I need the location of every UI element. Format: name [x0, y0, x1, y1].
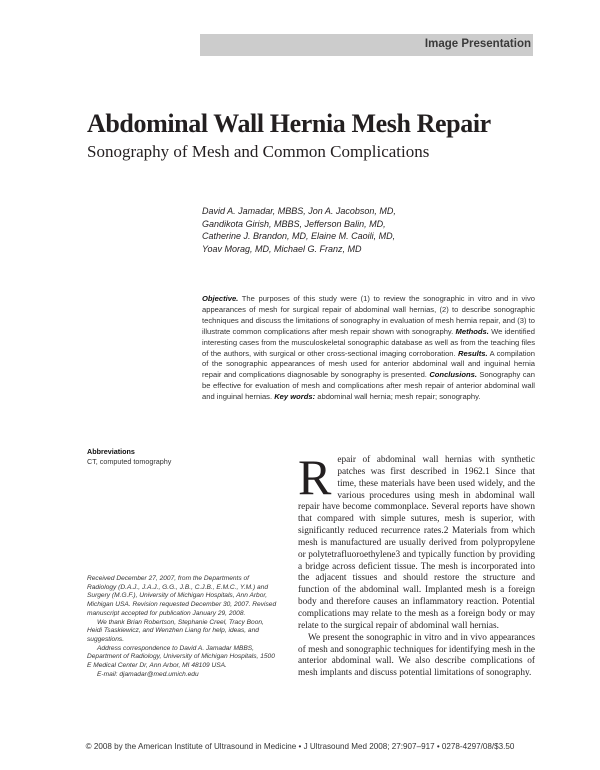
conclusions-text: Sonography can be effective for evaluation of mesh and complications after mesh repair of anterior abdominal wall and inguinal hernias.	[202, 370, 535, 402]
page-footer: © 2008 by the American Institute of Ultrasound in Medicine • J Ultrasound Med 2008; 27:907–917 • 0278-4297/08/$3.50	[85, 742, 515, 751]
article-subtitle: Sonography of Mesh and Common Complications	[87, 142, 430, 161]
author-line: Yoav Morag, MD, Michael G. Franz, MD	[202, 243, 362, 254]
received-note	[87, 575, 279, 679]
author-list	[202, 205, 396, 255]
body-text	[298, 449, 535, 680]
abbreviations-box	[87, 447, 171, 466]
article-title: Abdominal Wall Hernia Mesh Repair	[87, 109, 491, 138]
correspondence-email: E-mail: djamadar@med.umich.edu	[97, 670, 199, 678]
acknowledgments: We thank Brian Robertson, Stephanie Creel, Tracy Boon, Heidi Tsaskiewicz, and Wenzhen Liang for help, ideas, and suggestions.	[87, 618, 264, 643]
results-label: Results.	[458, 348, 488, 358]
results-text: A compilation of the sonographic appearances of mesh used for anterior abdominal wall and inguinal hernia repair and complications diagnosable by sonography is presented.	[202, 348, 536, 380]
body-paragraph-1: epair of abdominal wall hernias with synthetic patches was first described in 1962.1 Since that time, these materials have been used widely, and the various procedures using mesh in abdominal wall repair have become commonplace. Several reports have shown that compared with simple sutures, mesh is superior, with significantly reduced recurrence rates.2 Materials from which mesh is manufactured are usually derived from polypropylene or polytetrafluoroethylene3 and typically function by providing a bridge across deficient tissue. The mesh is incorporated into the adjacent tissues and should restore the structure and function of the abdominal wall. Implanted mesh is a foreign body and therefore causes an inflammatory reaction. Potential complications may relate to the mesh as a foreign body or may relate to the surgical repair of abdominal wall hernias.	[298, 455, 535, 631]
methods-label: Methods.	[455, 326, 489, 336]
abbreviations-heading: Abbreviations	[87, 447, 135, 456]
author-line: Gandikota Girish, MBBS, Jefferson Balin, MD,	[202, 218, 386, 229]
abbreviation-item: CT, computed tomography	[87, 456, 172, 466]
correspondence-address: Address correspondence to David A. Jamadar MBBS, Department of Radiology, University of Michigan Hospitals, 1500 E Medical Center Dr, Ann Arbor, MI 48109 USA.	[87, 644, 275, 670]
body-paragraph-2: We present the sonographic in vitro and in vivo appearances of mesh and sonographic techniques for identifying mesh in the anterior abdominal wall. We also describe complications of mesh implants and discuss potential limitations of sonography.	[298, 632, 535, 679]
objective-label: Objective.	[202, 294, 239, 303]
methods-text: We identified interesting cases from the musculoskeletal sonographic database as well as from the teaching files of the authors, with surgical or other cross-sectional imaging corroboration.	[202, 326, 535, 358]
section-banner	[200, 34, 533, 56]
author-line: Catherine J. Brandon, MD, Elaine M. Caoili, MD,	[202, 231, 396, 241]
section-label: Image Presentation	[424, 38, 531, 50]
drop-cap: R	[298, 449, 332, 505]
conclusions-label: Conclusions.	[429, 370, 477, 380]
objective-text: The purposes of this study were (1) to review the sonographic in vitro and in vivo appearances of mesh for surgical repair of abdominal wall hernias, (2) to describe sonographic techniques and discuss the limitations of sonography in evaluation of mesh hernia repair, and (3) to illustrate common complications after mesh repair shown with sonography.	[202, 294, 535, 336]
received-dates: Received December 27, 2007, from the Departments of Radiology (D.A.J., J.A.J., G.G., J.B., C.J.B., E.M.C., Y.M.) and Surgery (M.G.F.), University of Michigan Hospitals, Ann Arbor, Michigan USA. Revision requested December 30, 2007. Revised manuscript accepted for publication January 29, 2008.	[87, 575, 277, 617]
author-line: David A. Jamadar, MBBS, Jon A. Jacobson, MD,	[202, 206, 396, 216]
keywords-text: abdominal wall hernia; mesh repair; sonography.	[315, 392, 481, 402]
abstract	[202, 294, 535, 403]
keywords-label: Key words:	[274, 392, 316, 402]
